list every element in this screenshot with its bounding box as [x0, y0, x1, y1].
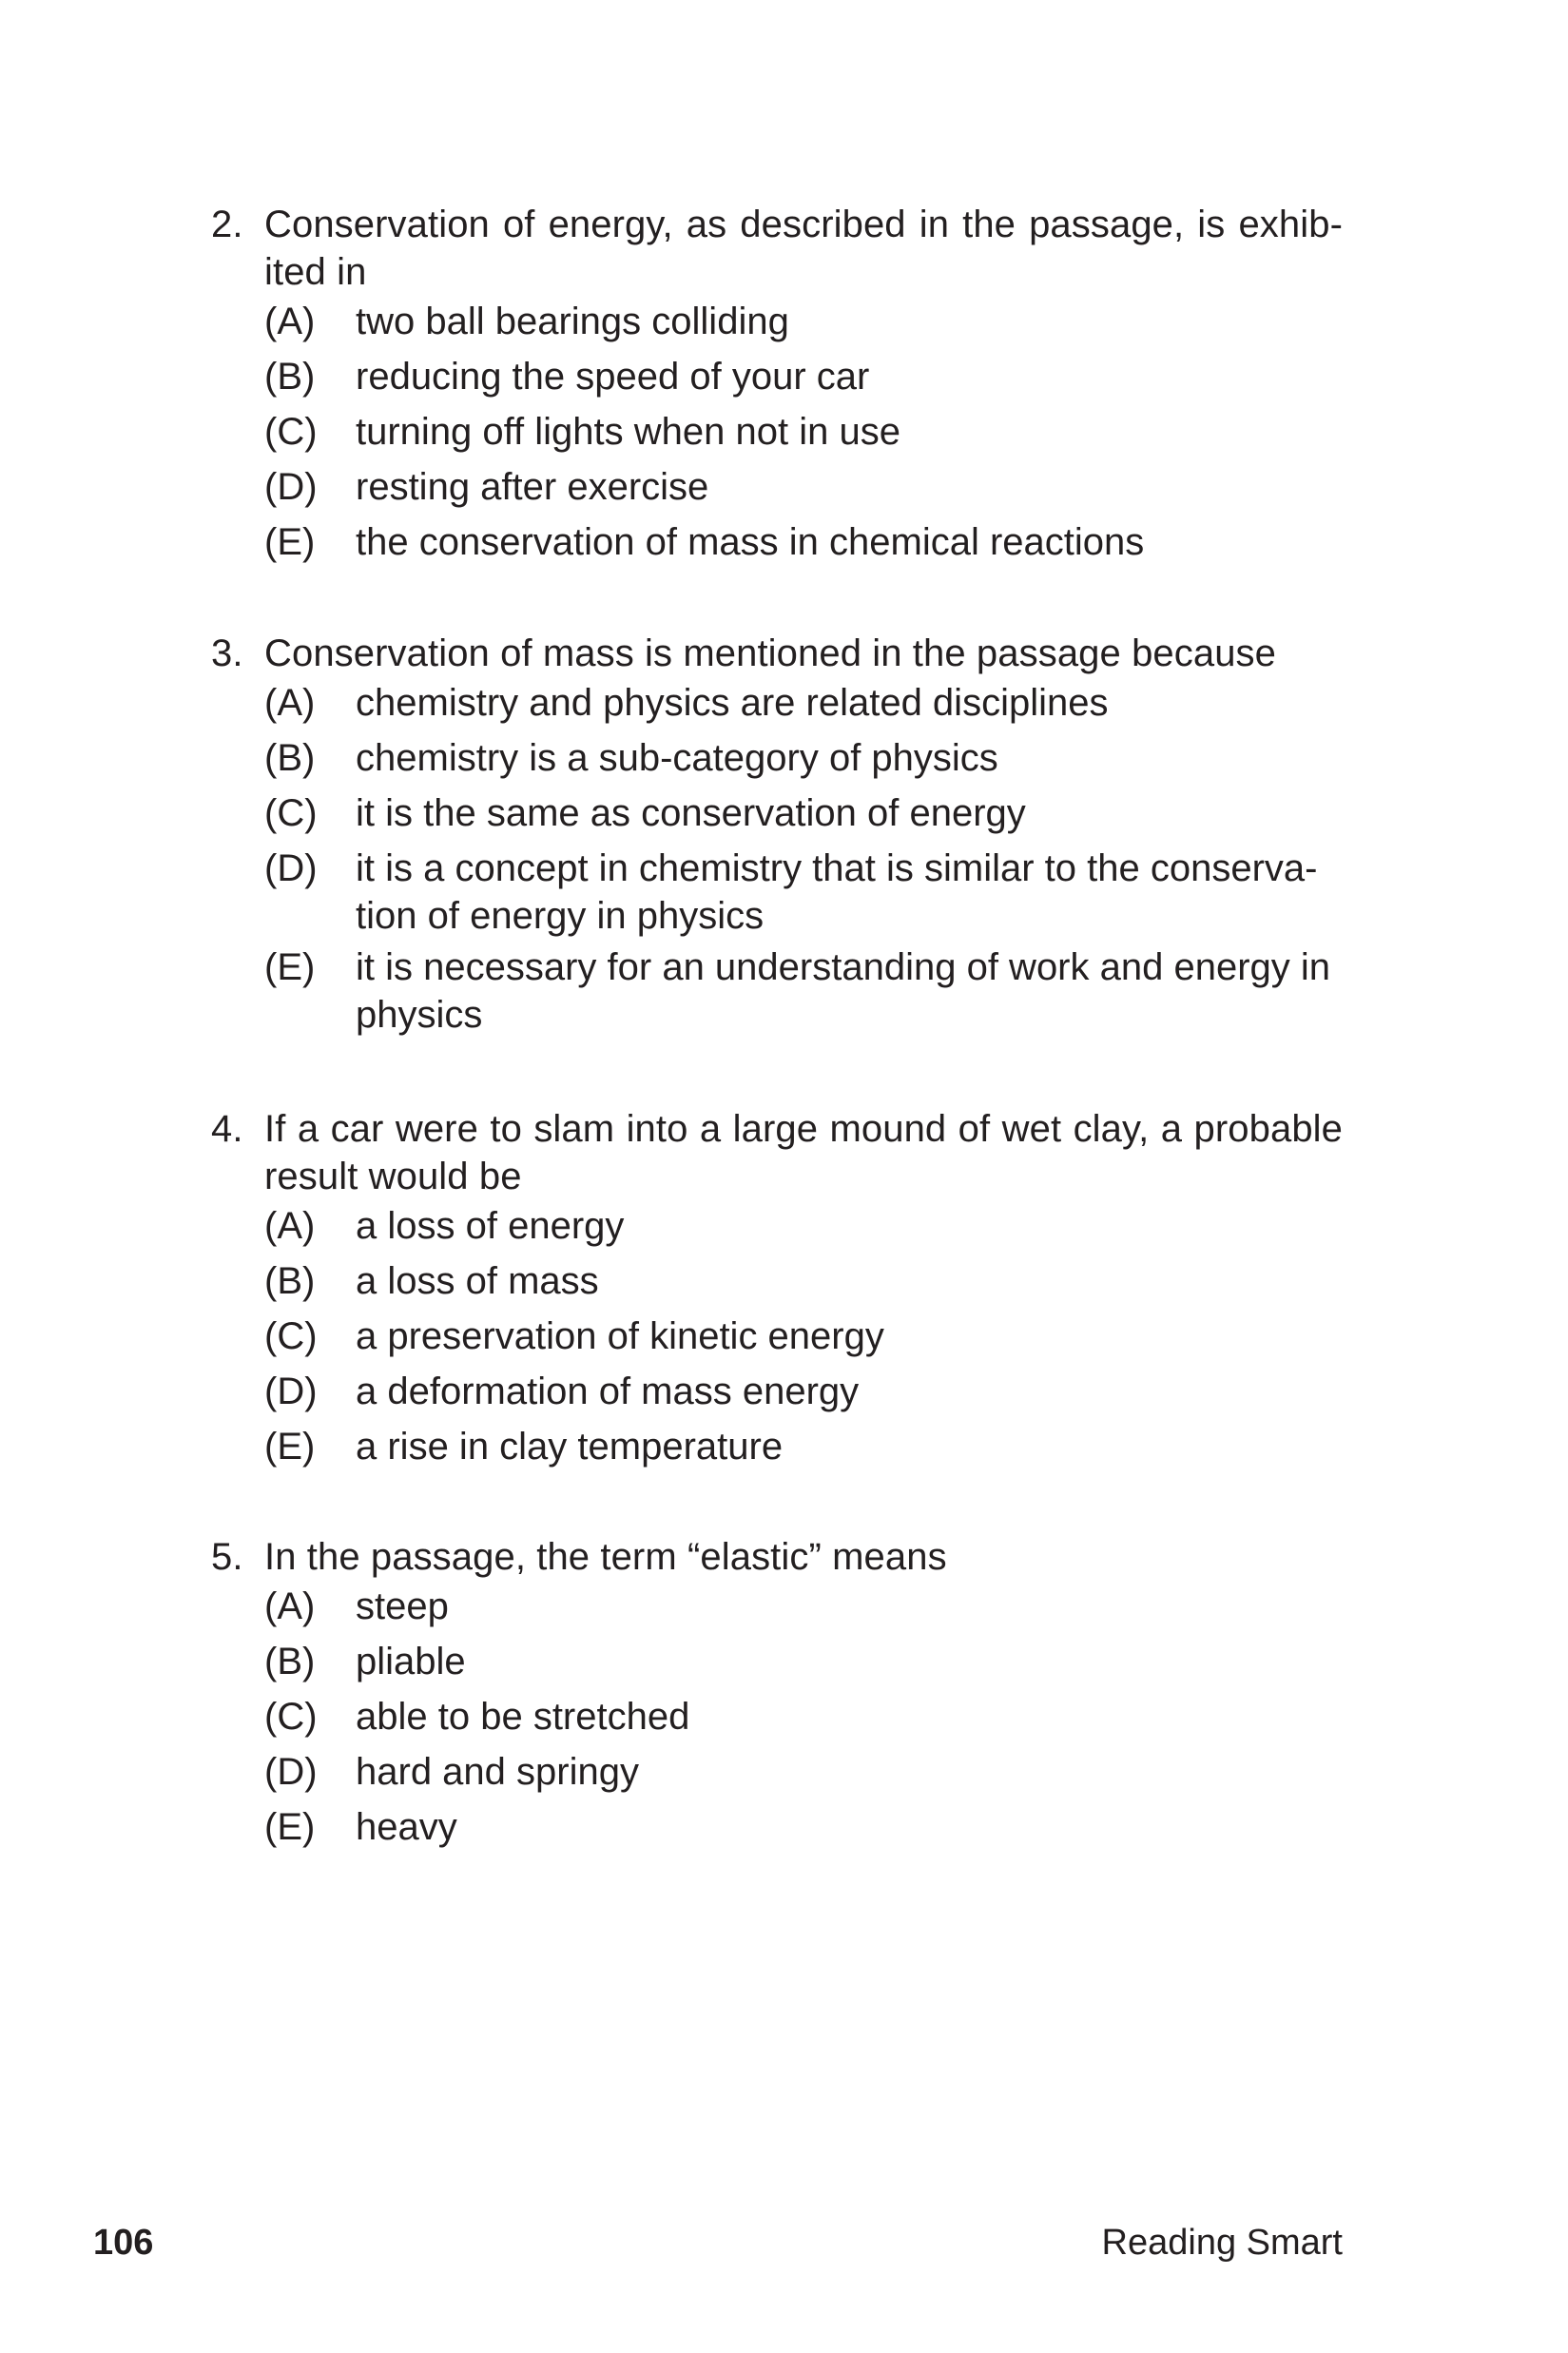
question-stem	[211, 1533, 1343, 1581]
choice-b	[211, 1638, 1343, 1689]
choice-text: steep	[356, 1585, 449, 1627]
choice-text: a loss of mass	[356, 1260, 599, 1302]
choice-text: it is a concept in chemistry that is similar to the conserva-tion of energy in physics	[356, 847, 1318, 937]
choice-letter: (B)	[264, 737, 316, 779]
choice-text: it is the same as conservation of energy	[356, 792, 1026, 834]
choice-text: hard and springy	[356, 1751, 639, 1793]
question-text: In the passage, the term “elastic” means	[264, 1536, 947, 1578]
choice-letter: (C)	[264, 411, 318, 453]
choice-b	[211, 1257, 1343, 1309]
choice-text: a preservation of kinetic energy	[356, 1315, 884, 1357]
choice-letter: (E)	[264, 1806, 316, 1848]
choice-text: turning off lights when not in use	[356, 411, 900, 453]
choice-letter: (C)	[264, 1315, 318, 1357]
question-number: 2.	[211, 204, 243, 245]
choice-letter: (A)	[264, 1585, 316, 1627]
choice-text: resting after exercise	[356, 466, 709, 508]
choice-b	[211, 734, 1343, 786]
choice-text: chemistry and physics are related disciplines	[356, 682, 1109, 724]
answer-choices	[211, 298, 1343, 570]
question-number: 4.	[211, 1108, 243, 1150]
choice-d	[211, 1748, 1343, 1799]
choice-text: a deformation of mass energy	[356, 1371, 860, 1412]
choice-letter: (E)	[264, 946, 316, 988]
question-number: 3.	[211, 632, 243, 674]
choice-e	[211, 518, 1343, 570]
question-3	[211, 630, 1343, 1042]
choice-text: the conservation of mass in chemical reactions	[356, 521, 1145, 563]
choice-letter: (D)	[264, 1371, 318, 1412]
choice-text: a loss of energy	[356, 1205, 625, 1247]
question-stem	[211, 201, 1343, 296]
choice-d	[211, 1368, 1343, 1419]
choice-letter: (C)	[264, 792, 318, 834]
choice-letter: (A)	[264, 301, 316, 342]
choice-b	[211, 353, 1343, 404]
choice-a	[211, 1583, 1343, 1634]
choice-letter: (D)	[264, 847, 318, 889]
question-text: Conservation of energy, as described in the passage, is exhib-ited in	[264, 204, 1343, 293]
choice-c	[211, 789, 1343, 841]
choice-c	[211, 408, 1343, 459]
choice-text: reducing the speed of your car	[356, 356, 870, 398]
page-number: 106	[93, 2223, 154, 2263]
answer-choices	[211, 679, 1343, 1039]
question-stem	[211, 1105, 1343, 1200]
choice-a	[211, 298, 1343, 349]
question-stem	[211, 630, 1343, 677]
choice-d	[211, 463, 1343, 515]
choice-text: pliable	[356, 1641, 466, 1682]
question-text: If a car were to slam into a large mound of wet clay, a probable result would be	[264, 1108, 1343, 1197]
answer-choices	[211, 1202, 1343, 1474]
question-4	[211, 1105, 1343, 1478]
choice-e	[211, 1423, 1343, 1474]
choice-letter: (C)	[264, 1696, 318, 1738]
question-5	[211, 1533, 1343, 1858]
choice-d	[211, 845, 1343, 940]
choice-letter: (E)	[264, 521, 316, 563]
choice-text: chemistry is a sub-category of physics	[356, 737, 998, 779]
choice-e	[211, 1803, 1343, 1855]
answer-choices	[211, 1583, 1343, 1855]
running-footer-title: Reading Smart	[1101, 2223, 1343, 2263]
choice-letter: (A)	[264, 1205, 316, 1247]
choice-e	[211, 943, 1343, 1039]
choice-letter: (E)	[264, 1426, 316, 1468]
choice-letter: (B)	[264, 356, 316, 398]
choice-letter: (B)	[264, 1641, 316, 1682]
choice-c	[211, 1313, 1343, 1364]
choice-text: heavy	[356, 1806, 457, 1848]
choice-text: two ball bearings colliding	[356, 301, 789, 342]
choice-a	[211, 1202, 1343, 1254]
question-number: 5.	[211, 1536, 243, 1578]
choice-text: a rise in clay temperature	[356, 1426, 784, 1468]
choice-text: it is necessary for an understanding of work and energy in physics	[356, 946, 1331, 1036]
choice-letter: (D)	[264, 466, 318, 508]
question-2	[211, 201, 1343, 574]
choice-letter: (A)	[264, 682, 316, 724]
choice-a	[211, 679, 1343, 730]
choice-letter: (B)	[264, 1260, 316, 1302]
question-text: Conservation of mass is mentioned in the passage because	[264, 632, 1276, 674]
choice-c	[211, 1693, 1343, 1744]
choice-text: able to be stretched	[356, 1696, 690, 1738]
choice-letter: (D)	[264, 1751, 318, 1793]
